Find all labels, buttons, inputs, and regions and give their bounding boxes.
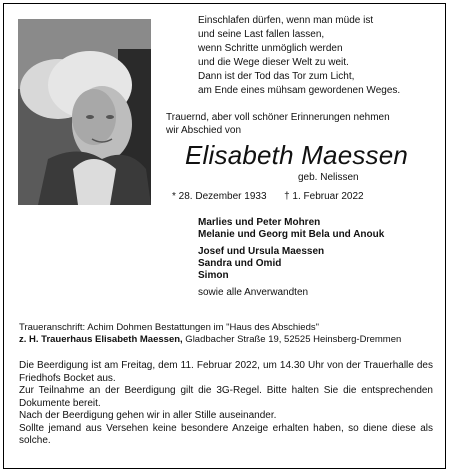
mourners-closing: sowie alle Anverwandten — [198, 287, 309, 298]
poem — [198, 14, 400, 98]
mourner-name: Marlies und Peter Mohren — [198, 217, 321, 228]
portrait-photo — [18, 19, 151, 205]
intro-text — [166, 112, 390, 137]
birth-name: geb. Nelissen — [298, 172, 359, 183]
mourners-list — [198, 217, 384, 299]
mourning-address — [19, 322, 401, 346]
address-line-1: Traueranschrift: Achim Dohmen Bestattungen im "Haus des Abschieds" — [19, 322, 319, 333]
intro-line: wir Abschied von — [166, 124, 242, 136]
life-dates — [172, 191, 364, 203]
funeral-paragraph: Die Beerdigung ist am Freitag, dem 11. Februar 2022, um 14.30 Uhr von der Trauerhalle des Friedhofs Bocket aus. — [19, 360, 433, 384]
death-date: † 1. Februar 2022 — [284, 191, 364, 202]
intro-line: Trauernd, aber voll schöner Erinnerungen nehmen — [166, 112, 390, 123]
birth-date: * 28. Dezember 1933 — [172, 191, 267, 202]
address-recipient: z. H. Trauerhaus Elisabeth Maessen, — [19, 334, 183, 345]
mourner-name: Josef und Ursula Maessen — [198, 246, 325, 257]
mourner-name: Simon — [198, 270, 229, 281]
portrait-photo-graphic — [18, 19, 151, 205]
poem-line: Dann ist der Tod das Tor zum Licht, — [198, 71, 355, 82]
address-street: Gladbacher Straße 19, 52525 Heinsberg-Dremmen — [182, 334, 402, 345]
mourner-name: Sandra und Omid — [198, 258, 282, 269]
poem-line: wenn Schritte unmöglich werden — [198, 43, 343, 54]
poem-line: und die Wege dieser Welt zu weit. — [198, 57, 349, 68]
poem-line: Einschlafen dürfen, wenn man müde ist — [198, 15, 374, 26]
funeral-paragraph: Sollte jemand aus Versehen keine besondere Anzeige erhalten haben, so diene diese als solche. — [19, 422, 433, 446]
funeral-paragraph: Zur Teilnahme an der Beerdigung gilt die 3G-Regel. Bitte halten Sie die entsprechenden Dokumente bereit. — [19, 385, 433, 409]
poem-line: am Ende eines mühsam gewordenen Weges. — [198, 85, 401, 96]
poem-line: und seine Last fallen lassen, — [198, 29, 325, 40]
funeral-info — [19, 360, 433, 448]
deceased-name: Elisabeth Maessen — [185, 140, 409, 170]
funeral-paragraph: Nach der Beerdigung gehen wir in aller Stille auseinander. — [19, 410, 277, 421]
mourner-name: Melanie und Georg mit Bela und Anouk — [198, 229, 385, 240]
address-line-2 — [19, 334, 401, 346]
